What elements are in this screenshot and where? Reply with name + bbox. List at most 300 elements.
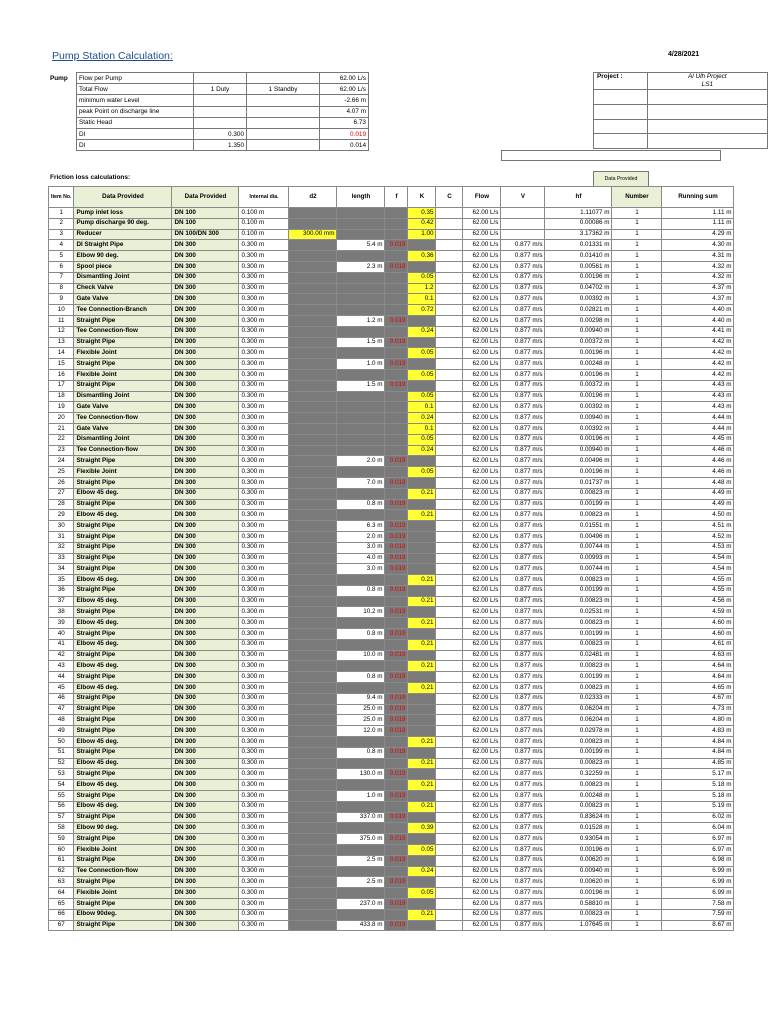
cell-item-no: 49	[49, 726, 74, 737]
cell-f	[385, 909, 408, 920]
cell-data-provided: DN 100/DN 300	[172, 229, 239, 240]
cell-description: Straight Pipe	[74, 564, 172, 575]
table-row	[49, 391, 734, 402]
param-section-label	[48, 117, 77, 128]
cell-f	[385, 758, 408, 769]
param-result: 4.07 m	[320, 106, 369, 117]
cell-internal-dia: 0.300 m	[239, 834, 289, 845]
cell-length: 4.0 m	[337, 553, 385, 564]
cell-k: 0.05	[408, 845, 436, 856]
cell-running-sum: 4.43 m	[662, 380, 734, 391]
cell-length	[337, 575, 385, 586]
cell-item-no: 37	[49, 596, 74, 607]
table-row	[49, 531, 734, 542]
cell-data-provided: DN 300	[172, 672, 239, 683]
cell-internal-dia: 0.300 m	[239, 812, 289, 823]
cell-number: 1	[612, 693, 662, 704]
cell-c	[436, 726, 463, 737]
cell-c	[436, 305, 463, 316]
table-row	[49, 564, 734, 575]
cell-head-loss: 0.00196 m	[545, 272, 612, 283]
cell-flow: 62.00 L/s	[463, 240, 501, 251]
project-info-table	[593, 72, 768, 149]
cell-velocity: 0.877 m/s	[501, 240, 545, 251]
cell-running-sum: 4.37 m	[662, 283, 734, 294]
table-row	[49, 369, 734, 380]
table-row	[49, 413, 734, 424]
cell-running-sum: 6.99 m	[662, 866, 734, 877]
cell-running-sum: 4.42 m	[662, 348, 734, 359]
cell-f	[385, 618, 408, 629]
cell-c	[436, 359, 463, 370]
cell-velocity: 0.877 m/s	[501, 391, 545, 402]
cell-head-loss: 0.00196 m	[545, 467, 612, 478]
cell-velocity: 0.877 m/s	[501, 769, 545, 780]
cell-number: 1	[612, 477, 662, 488]
cell-flow: 62.00 L/s	[463, 683, 501, 694]
project-blank-cell[interactable]	[594, 134, 648, 149]
cell-velocity: 0.877 m/s	[501, 888, 545, 899]
cell-flow: 62.00 L/s	[463, 445, 501, 456]
cell-item-no: 23	[49, 445, 74, 456]
param-value-b	[247, 140, 320, 151]
header-c: C	[436, 187, 463, 208]
cell-number: 1	[612, 326, 662, 337]
cell-velocity: 0.877 m/s	[501, 369, 545, 380]
cell-flow: 62.00 L/s	[463, 369, 501, 380]
cell-item-no: 25	[49, 467, 74, 478]
cell-data-provided: DN 300	[172, 564, 239, 575]
header-hf: hf	[545, 187, 612, 208]
project-blank-cell[interactable]	[594, 104, 648, 119]
cell-length	[337, 683, 385, 694]
cell-internal-dia: 0.300 m	[239, 402, 289, 413]
table-row	[49, 510, 734, 521]
cell-head-loss: 0.00823 m	[545, 737, 612, 748]
cell-k: 0.05	[408, 369, 436, 380]
cell-description: Elbow 45 deg.	[74, 488, 172, 499]
cell-description: Elbow 45 deg.	[74, 596, 172, 607]
cell-internal-dia: 0.300 m	[239, 294, 289, 305]
cell-description: Straight Pipe	[74, 542, 172, 553]
cell-flow: 62.00 L/s	[463, 812, 501, 823]
cell-head-loss: 0.00823 m	[545, 801, 612, 812]
cell-description: Flexible Joint	[74, 348, 172, 359]
cell-data-provided: DN 300	[172, 639, 239, 650]
cell-flow: 62.00 L/s	[463, 521, 501, 532]
cell-running-sum: 4.60 m	[662, 629, 734, 640]
cell-description: Elbow 45 deg.	[74, 618, 172, 629]
cell-length	[337, 758, 385, 769]
cell-k: 0.72	[408, 305, 436, 316]
cell-flow: 62.00 L/s	[463, 413, 501, 424]
cell-length	[337, 272, 385, 283]
project-blank-cell[interactable]	[594, 90, 648, 105]
project-blank-cell[interactable]	[594, 119, 648, 134]
cell-length	[337, 283, 385, 294]
cell-internal-dia: 0.300 m	[239, 737, 289, 748]
cell-velocity: 0.877 m/s	[501, 315, 545, 326]
cell-internal-dia: 0.300 m	[239, 747, 289, 758]
cell-flow: 62.00 L/s	[463, 575, 501, 586]
cell-description: Straight Pipe	[74, 899, 172, 910]
cell-d2	[289, 726, 337, 737]
param-value-a	[194, 117, 247, 128]
cell-data-provided: DN 300	[172, 251, 239, 262]
table-row	[49, 791, 734, 802]
cell-description: Spool piece	[74, 261, 172, 272]
table-row	[49, 596, 734, 607]
cell-head-loss: 1.07645 m	[545, 920, 612, 931]
cell-length: 237.0 m	[337, 899, 385, 910]
cell-d2	[289, 434, 337, 445]
cell-internal-dia: 0.300 m	[239, 596, 289, 607]
cell-c	[436, 769, 463, 780]
cell-running-sum: 4.63 m	[662, 650, 734, 661]
cell-f: 0.019	[385, 726, 408, 737]
cell-d2	[289, 747, 337, 758]
table-row	[49, 758, 734, 769]
cell-length	[337, 823, 385, 834]
cell-velocity	[501, 218, 545, 229]
cell-length: 3.0 m	[337, 564, 385, 575]
cell-running-sum: 4.49 m	[662, 488, 734, 499]
cell-flow: 62.00 L/s	[463, 726, 501, 737]
cell-head-loss: 0.00496 m	[545, 531, 612, 542]
cell-length	[337, 639, 385, 650]
cell-length	[337, 866, 385, 877]
table-row	[49, 747, 734, 758]
cell-number: 1	[612, 758, 662, 769]
table-row	[49, 672, 734, 683]
cell-length: 0.8 m	[337, 585, 385, 596]
cell-item-no: 38	[49, 607, 74, 618]
cell-data-provided: DN 300	[172, 737, 239, 748]
cell-k: 0.24	[408, 326, 436, 337]
cell-d2: 300.00 mm	[289, 229, 337, 240]
cell-length: 7.0 m	[337, 477, 385, 488]
cell-number: 1	[612, 499, 662, 510]
cell-description: Straight Pipe	[74, 607, 172, 618]
cell-internal-dia: 0.300 m	[239, 801, 289, 812]
param-row	[48, 95, 369, 106]
cell-description: Elbow 45 deg.	[74, 758, 172, 769]
cell-number: 1	[612, 553, 662, 564]
cell-velocity: 0.877 m/s	[501, 693, 545, 704]
cell-item-no: 52	[49, 758, 74, 769]
cell-description: Tee Connection-Branch	[74, 305, 172, 316]
project-name	[647, 73, 767, 90]
cell-velocity: 0.877 m/s	[501, 866, 545, 877]
cell-data-provided: DN 300	[172, 423, 239, 434]
table-row	[49, 348, 734, 359]
cell-data-provided: DN 300	[172, 791, 239, 802]
cell-running-sum: 4.53 m	[662, 542, 734, 553]
cell-k	[408, 456, 436, 467]
cell-internal-dia: 0.300 m	[239, 866, 289, 877]
cell-flow: 62.00 L/s	[463, 305, 501, 316]
cell-item-no: 45	[49, 683, 74, 694]
cell-k	[408, 564, 436, 575]
cell-velocity: 0.877 m/s	[501, 251, 545, 262]
param-value-a	[194, 95, 247, 106]
cell-flow: 62.00 L/s	[463, 337, 501, 348]
cell-data-provided: DN 300	[172, 920, 239, 931]
cell-flow: 62.00 L/s	[463, 564, 501, 575]
cell-velocity: 0.877 m/s	[501, 272, 545, 283]
cell-running-sum: 4.83 m	[662, 726, 734, 737]
cell-flow: 62.00 L/s	[463, 251, 501, 262]
cell-flow: 62.00 L/s	[463, 553, 501, 564]
cell-length	[337, 391, 385, 402]
cell-velocity: 0.877 m/s	[501, 434, 545, 445]
cell-flow: 62.00 L/s	[463, 380, 501, 391]
cell-head-loss: 0.00823 m	[545, 596, 612, 607]
cell-number: 1	[612, 488, 662, 499]
blank-input-box[interactable]	[501, 150, 721, 161]
cell-number: 1	[612, 369, 662, 380]
cell-f	[385, 413, 408, 424]
cell-flow: 62.00 L/s	[463, 596, 501, 607]
cell-data-provided: DN 300	[172, 596, 239, 607]
cell-head-loss: 0.00196 m	[545, 348, 612, 359]
cell-data-provided: DN 300	[172, 629, 239, 640]
table-row	[49, 218, 734, 229]
cell-number: 1	[612, 866, 662, 877]
table-row	[49, 208, 734, 219]
cell-internal-dia: 0.300 m	[239, 650, 289, 661]
cell-number: 1	[612, 337, 662, 348]
cell-item-no: 4	[49, 240, 74, 251]
cell-flow: 62.00 L/s	[463, 704, 501, 715]
cell-number: 1	[612, 909, 662, 920]
cell-data-provided: DN 300	[172, 866, 239, 877]
cell-running-sum: 4.44 m	[662, 423, 734, 434]
cell-velocity: 0.877 m/s	[501, 899, 545, 910]
cell-d2	[289, 261, 337, 272]
cell-data-provided: DN 300	[172, 326, 239, 337]
cell-data-provided: DN 300	[172, 877, 239, 888]
cell-running-sum: 4.49 m	[662, 499, 734, 510]
cell-description: Elbow 45 deg.	[74, 575, 172, 586]
param-result: -2.66 m	[320, 95, 369, 106]
cell-length: 2.0 m	[337, 456, 385, 467]
table-row	[49, 855, 734, 866]
cell-k	[408, 531, 436, 542]
cell-item-no: 27	[49, 488, 74, 499]
cell-velocity: 0.877 m/s	[501, 585, 545, 596]
cell-k: 0.21	[408, 683, 436, 694]
cell-length: 10.2 m	[337, 607, 385, 618]
cell-f	[385, 488, 408, 499]
cell-description: Elbow 45 deg.	[74, 737, 172, 748]
cell-internal-dia: 0.300 m	[239, 380, 289, 391]
cell-velocity: 0.877 m/s	[501, 326, 545, 337]
project-blank-cell[interactable]	[647, 119, 767, 134]
cell-c	[436, 434, 463, 445]
cell-c	[436, 283, 463, 294]
cell-velocity: 0.877 m/s	[501, 618, 545, 629]
cell-running-sum: 4.42 m	[662, 337, 734, 348]
cell-running-sum: 4.54 m	[662, 553, 734, 564]
cell-k: 1.2	[408, 283, 436, 294]
cell-c	[436, 348, 463, 359]
cell-flow: 62.00 L/s	[463, 715, 501, 726]
cell-k	[408, 261, 436, 272]
cell-velocity: 0.877 m/s	[501, 564, 545, 575]
param-label: Static Head	[77, 117, 194, 128]
cell-head-loss: 0.00823 m	[545, 909, 612, 920]
table-row	[49, 477, 734, 488]
cell-data-provided: DN 300	[172, 715, 239, 726]
cell-data-provided: DN 300	[172, 315, 239, 326]
cell-number: 1	[612, 888, 662, 899]
cell-length: 0.8 m	[337, 629, 385, 640]
cell-head-loss: 0.00248 m	[545, 791, 612, 802]
cell-description: Elbow 45 deg.	[74, 801, 172, 812]
cell-internal-dia: 0.300 m	[239, 369, 289, 380]
cell-number: 1	[612, 423, 662, 434]
cell-k	[408, 359, 436, 370]
cell-running-sum: 4.31 m	[662, 251, 734, 262]
cell-length: 1.0 m	[337, 791, 385, 802]
cell-head-loss: 0.00823 m	[545, 683, 612, 694]
cell-head-loss: 0.00823 m	[545, 639, 612, 650]
cell-data-provided: DN 300	[172, 855, 239, 866]
cell-length	[337, 488, 385, 499]
project-blank-cell[interactable]	[647, 134, 767, 149]
cell-f	[385, 575, 408, 586]
cell-k: 0.21	[408, 618, 436, 629]
cell-f	[385, 305, 408, 316]
cell-c	[436, 337, 463, 348]
cell-f: 0.019	[385, 477, 408, 488]
cell-head-loss: 0.00823 m	[545, 488, 612, 499]
cell-length	[337, 229, 385, 240]
cell-length	[337, 326, 385, 337]
cell-description: DI Straight Pipe	[74, 240, 172, 251]
cell-d2	[289, 661, 337, 672]
cell-number: 1	[612, 769, 662, 780]
table-row	[49, 283, 734, 294]
cell-length: 25.0 m	[337, 704, 385, 715]
cell-head-loss: 0.06204 m	[545, 704, 612, 715]
cell-k: 1.00	[408, 229, 436, 240]
cell-f: 0.019	[385, 899, 408, 910]
cell-f	[385, 229, 408, 240]
table-row	[49, 326, 734, 337]
cell-d2	[289, 294, 337, 305]
cell-velocity: 0.877 m/s	[501, 726, 545, 737]
param-section-label	[48, 84, 77, 95]
cell-running-sum: 6.99 m	[662, 877, 734, 888]
cell-running-sum: 4.85 m	[662, 758, 734, 769]
cell-d2	[289, 402, 337, 413]
cell-item-no: 34	[49, 564, 74, 575]
cell-running-sum: 4.64 m	[662, 672, 734, 683]
cell-number: 1	[612, 521, 662, 532]
cell-item-no: 54	[49, 780, 74, 791]
cell-length: 1.5 m	[337, 380, 385, 391]
cell-d2	[289, 607, 337, 618]
param-section-label	[48, 128, 77, 139]
cell-internal-dia: 0.300 m	[239, 542, 289, 553]
param-result: 0.019	[320, 128, 369, 139]
cell-head-loss: 0.01551 m	[545, 521, 612, 532]
cell-d2	[289, 326, 337, 337]
cell-f: 0.019	[385, 693, 408, 704]
cell-f: 0.019	[385, 715, 408, 726]
cell-internal-dia: 0.300 m	[239, 359, 289, 370]
cell-c	[436, 758, 463, 769]
cell-item-no: 51	[49, 747, 74, 758]
cell-description: Straight Pipe	[74, 650, 172, 661]
cell-k: 0.21	[408, 510, 436, 521]
cell-number: 1	[612, 920, 662, 931]
cell-f: 0.019	[385, 240, 408, 251]
cell-f	[385, 294, 408, 305]
cell-k: 0.21	[408, 801, 436, 812]
cell-f	[385, 510, 408, 521]
cell-velocity: 0.877 m/s	[501, 629, 545, 640]
cell-k: 0.39	[408, 823, 436, 834]
cell-d2	[289, 423, 337, 434]
cell-d2	[289, 855, 337, 866]
project-blank-cell[interactable]	[647, 90, 767, 105]
param-value-b	[247, 73, 320, 84]
cell-item-no: 9	[49, 294, 74, 305]
cell-internal-dia: 0.300 m	[239, 564, 289, 575]
cell-head-loss: 0.00940 m	[545, 326, 612, 337]
cell-number: 1	[612, 618, 662, 629]
table-row	[49, 315, 734, 326]
cell-head-loss: 0.01528 m	[545, 823, 612, 834]
cell-head-loss: 0.00823 m	[545, 780, 612, 791]
cell-d2	[289, 877, 337, 888]
cell-c	[436, 521, 463, 532]
cell-item-no: 8	[49, 283, 74, 294]
cell-velocity: 0.877 m/s	[501, 499, 545, 510]
cell-item-no: 29	[49, 510, 74, 521]
cell-number: 1	[612, 456, 662, 467]
cell-flow: 62.00 L/s	[463, 866, 501, 877]
cell-c	[436, 812, 463, 823]
cell-d2	[289, 585, 337, 596]
cell-item-no: 42	[49, 650, 74, 661]
header-data-provided: Data Provided	[172, 187, 239, 208]
cell-head-loss: 0.00199 m	[545, 747, 612, 758]
project-blank-cell[interactable]	[647, 104, 767, 119]
cell-internal-dia: 0.300 m	[239, 909, 289, 920]
cell-length: 12.0 m	[337, 726, 385, 737]
table-row	[49, 780, 734, 791]
cell-running-sum: 4.45 m	[662, 434, 734, 445]
cell-internal-dia: 0.300 m	[239, 877, 289, 888]
cell-item-no: 43	[49, 661, 74, 672]
header-v: V	[501, 187, 545, 208]
cell-velocity: 0.877 m/s	[501, 780, 545, 791]
cell-number: 1	[612, 413, 662, 424]
cell-internal-dia: 0.300 m	[239, 855, 289, 866]
cell-length: 375.0 m	[337, 834, 385, 845]
cell-k	[408, 477, 436, 488]
cell-number: 1	[612, 359, 662, 370]
param-value-b: 1 Standby	[247, 84, 320, 95]
cell-item-no: 55	[49, 791, 74, 802]
cell-velocity: 0.877 m/s	[501, 445, 545, 456]
cell-head-loss: 0.58810 m	[545, 899, 612, 910]
cell-head-loss: 0.00196 m	[545, 845, 612, 856]
